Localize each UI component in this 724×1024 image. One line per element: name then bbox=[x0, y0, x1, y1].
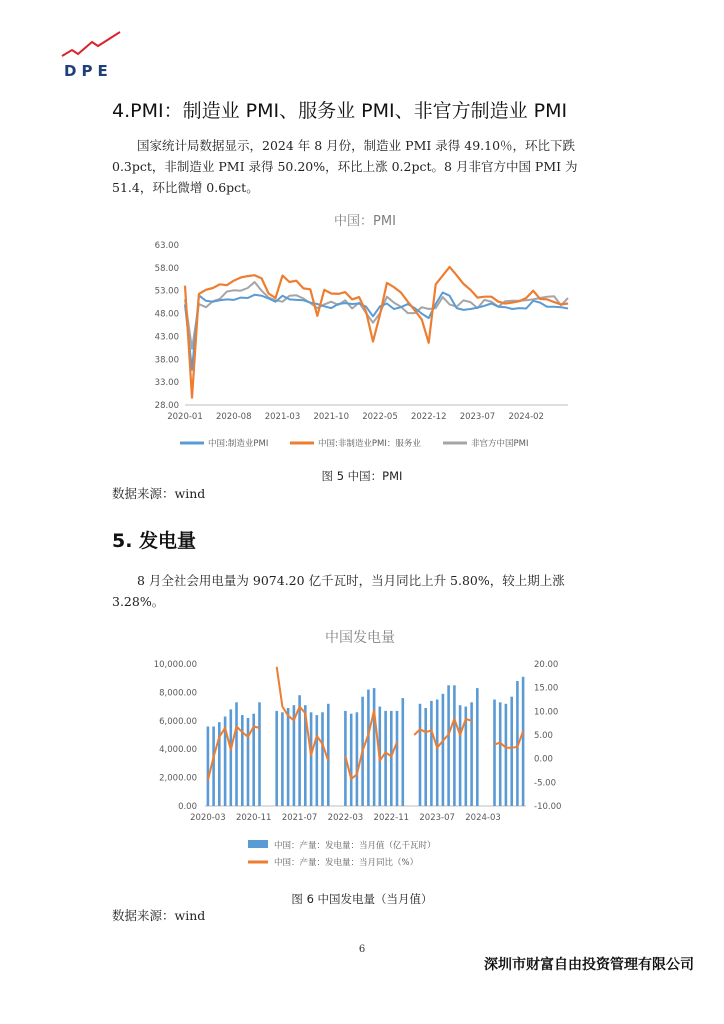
power-y-left-tick-label: 6,000.00 bbox=[159, 716, 197, 727]
pmi-x-tick-label: 2023-07 bbox=[459, 412, 496, 422]
power-y-right-tick-label: 5.00 bbox=[534, 731, 553, 741]
power-chart-title: 中国发电量 bbox=[325, 630, 395, 646]
legend-label-caixin: 非官方中国PMI bbox=[471, 439, 529, 449]
pmi-y-tick-label: 43.00 bbox=[154, 332, 179, 343]
power-bar bbox=[402, 698, 405, 806]
power-bar bbox=[316, 715, 319, 806]
power-y-left-tick-label: 2,000.00 bbox=[159, 773, 197, 784]
legend-swatch-power-value bbox=[248, 840, 268, 848]
power-y-right-tick-label: 0.00 bbox=[534, 754, 553, 765]
company-logo bbox=[58, 30, 128, 82]
power-y-left-tick-label: 8,000.00 bbox=[159, 688, 197, 699]
power-yoy-line bbox=[495, 731, 524, 748]
power-bar bbox=[241, 715, 244, 806]
power-data-source: 数据来源：wind bbox=[112, 908, 206, 923]
pmi-data-source: 数据来源：wind bbox=[112, 486, 206, 501]
pmi-x-tick-label: 2021-10 bbox=[313, 412, 349, 422]
power-bar bbox=[367, 690, 370, 806]
pmi-series-caixin bbox=[185, 282, 568, 349]
power-bar bbox=[212, 727, 215, 807]
pmi-x-tick-label: 2024-02 bbox=[508, 412, 544, 422]
pmi-y-tick-label: 63.00 bbox=[154, 241, 179, 251]
power-bar bbox=[436, 700, 439, 807]
legend-label-power-value: 中国：产量：发电量：当月值（亿千瓦时） bbox=[274, 841, 436, 851]
power-x-tick-label: 2024-03 bbox=[465, 813, 501, 823]
power-bar bbox=[447, 685, 450, 806]
pmi-figure-caption: 图 5 中国：PMI bbox=[321, 469, 403, 483]
pmi-series-non-manufacturing bbox=[185, 267, 568, 398]
power-yoy-line bbox=[208, 727, 260, 781]
power-x-tick-label: 2022-11 bbox=[373, 813, 410, 823]
power-legend bbox=[248, 840, 436, 868]
power-generation-chart bbox=[140, 622, 580, 884]
power-bar bbox=[470, 702, 473, 806]
logo-text: DPE bbox=[64, 62, 113, 80]
power-bar bbox=[430, 701, 433, 806]
power-bar bbox=[419, 704, 422, 806]
power-bar bbox=[442, 694, 445, 806]
power-bar bbox=[356, 712, 359, 806]
power-bar bbox=[373, 688, 376, 806]
pmi-y-tick-label: 48.00 bbox=[154, 309, 179, 320]
power-bar bbox=[499, 702, 502, 806]
logo-mark-icon bbox=[58, 30, 128, 64]
power-bar bbox=[327, 704, 330, 806]
power-bar bbox=[235, 702, 238, 806]
power-bar bbox=[384, 711, 387, 806]
power-y-right-tick-label: -10.00 bbox=[534, 802, 562, 812]
power-x-tick-label: 2020-03 bbox=[190, 813, 226, 823]
pmi-x-tick-label: 2021-03 bbox=[264, 412, 301, 422]
legend-label-manufacturing: 中国:制造业PMI bbox=[208, 439, 269, 449]
power-bar bbox=[493, 700, 496, 807]
power-bar bbox=[281, 712, 284, 806]
power-y-left-tick-label: 4,000.00 bbox=[159, 745, 197, 756]
power-bar bbox=[350, 714, 353, 806]
legend-label-non-manufacturing: 中国:非制造业PMI：服务业 bbox=[318, 439, 421, 449]
pmi-x-tick-label: 2022-12 bbox=[410, 412, 447, 422]
pmi-x-tick-label: 2022-05 bbox=[362, 412, 398, 422]
power-bar bbox=[476, 688, 479, 806]
pmi-y-tick-label: 58.00 bbox=[154, 263, 179, 274]
company-name: 深圳市财富自由投资管理有限公司 bbox=[484, 957, 694, 973]
power-yoy-line bbox=[277, 667, 329, 761]
page-number: 6 bbox=[358, 944, 366, 955]
legend-label-power-yoy: 中国：产量：发电量：当月同比（%） bbox=[274, 858, 419, 868]
power-y-left-tick-label: 0.00 bbox=[178, 802, 197, 812]
power-bar bbox=[321, 712, 324, 806]
power-bar bbox=[247, 718, 250, 806]
power-bar bbox=[230, 709, 233, 806]
power-paragraph: 8 月全社会用电量为 9074.20 亿千瓦时，当月同比上升 5.80%，较上期上涨 3.28%。 bbox=[112, 573, 565, 609]
pmi-legend bbox=[180, 438, 528, 449]
power-bar bbox=[287, 708, 290, 806]
power-x-tick-label: 2021-07 bbox=[281, 813, 318, 823]
pmi-y-tick-label: 38.00 bbox=[154, 355, 179, 366]
section-title-pmi: 4.PMI：制造业 PMI、服务业 PMI、非官方制造业 PMI bbox=[112, 100, 568, 122]
pmi-y-tick-label: 53.00 bbox=[154, 286, 179, 297]
pmi-y-tick-label: 28.00 bbox=[154, 401, 179, 411]
power-bar bbox=[505, 704, 508, 806]
power-bar bbox=[310, 712, 313, 806]
power-x-tick-label: 2022-03 bbox=[327, 813, 364, 823]
power-yoy-line bbox=[345, 710, 397, 779]
power-bar bbox=[396, 711, 399, 806]
power-bar bbox=[424, 708, 427, 806]
power-bar bbox=[258, 702, 261, 806]
power-y-left-tick-label: 10,000.00 bbox=[153, 660, 197, 670]
power-bar bbox=[207, 727, 210, 807]
power-y-right-tick-label: 10.00 bbox=[534, 707, 559, 718]
power-x-tick-label: 2023-07 bbox=[419, 813, 455, 823]
power-x-tick-label: 2020-11 bbox=[235, 813, 272, 823]
pmi-x-tick-label: 2020-08 bbox=[215, 412, 252, 422]
power-y-right-tick-label: 20.00 bbox=[534, 660, 559, 670]
power-bar bbox=[459, 705, 462, 806]
pmi-paragraph: 国家统计局数据显示，2024 年 8 月份，制造业 PMI 录得 49.10％，环比下跌 0.3pct，非制造业 PMI 录得 50.20%，环比上涨 0.2pct。8 月非官方中国 PMI 为 51.4，环比微增 0.6pct。 bbox=[112, 138, 578, 195]
pmi-x-tick-label: 2020-01 bbox=[167, 412, 203, 422]
power-y-right-tick-label: 15.00 bbox=[534, 683, 559, 694]
pmi-chart-title: 中国：PMI bbox=[334, 214, 396, 229]
power-figure-caption: 图 6 中国发电量（当月值） bbox=[291, 892, 433, 906]
pmi-y-tick-label: 33.00 bbox=[154, 378, 179, 389]
section-title-power: 5. 发电量 bbox=[112, 530, 197, 552]
power-bar bbox=[453, 685, 456, 806]
power-bar bbox=[510, 697, 513, 806]
power-y-right-tick-label: -5.00 bbox=[534, 778, 556, 789]
power-bar bbox=[522, 677, 525, 806]
power-bar bbox=[390, 711, 393, 806]
power-bar bbox=[275, 711, 278, 806]
power-bar bbox=[298, 695, 301, 806]
pmi-chart bbox=[140, 205, 580, 460]
